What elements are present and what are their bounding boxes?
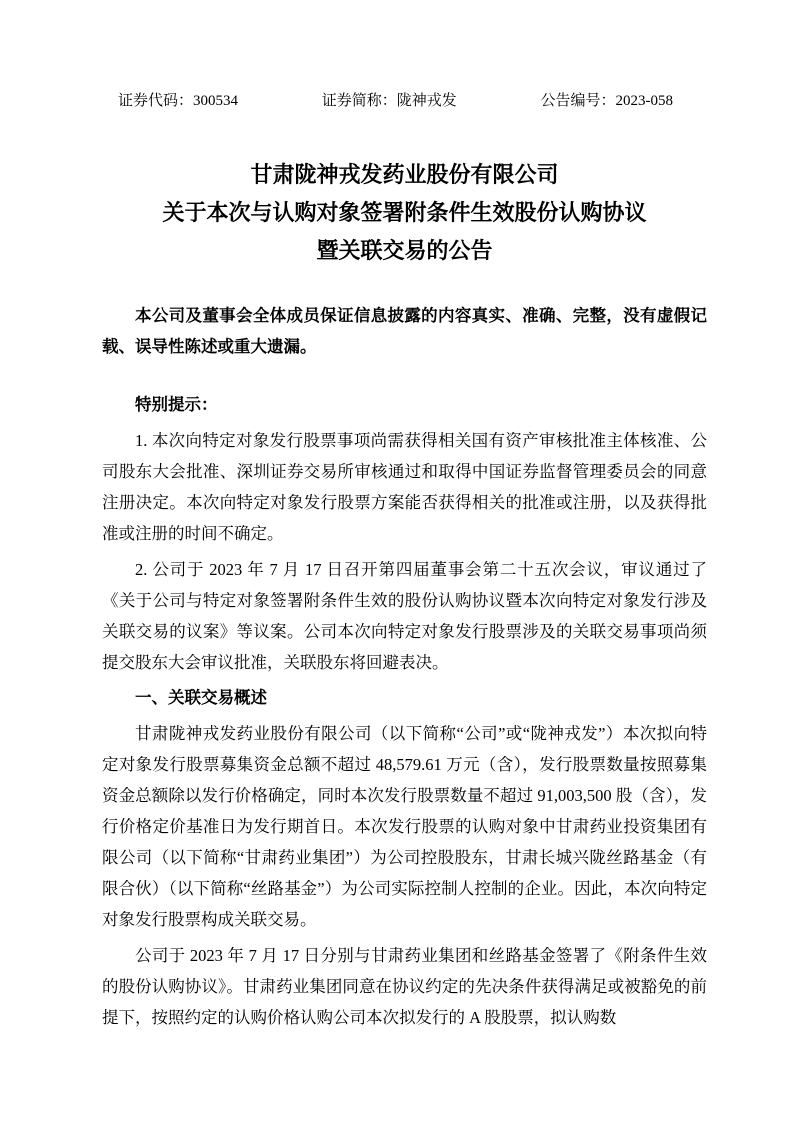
title-line-suffix: 暨关联交易的公告 <box>316 238 493 263</box>
title-line-company: 甘肃陇神戎发药业股份有限公司 <box>250 162 559 187</box>
section-overview-heading: 一、关联交易概述 <box>135 688 267 707</box>
overview-paragraph-2: 公司于 2023 年 7 月 17 日分别与甘肃药业集团和丝路基金签署了《附条件生效的股份认购协议》。甘肃药业集团同意在协议约定的先决条件获得满足或被豁免的前提下，按照约定的认购价格认购公司本次拟发行的 A 股股票，拟认购数 <box>102 946 707 1027</box>
title-line-subject: 关于本次与认购对象签署附条件生效股份认购协议 <box>162 200 647 225</box>
special-notice-item-1: 1. 本次向特定对象发行股票事项尚需获得相关国有资产审核批准主体核准、公司股东大会批准、深圳证券交易所审核通过和取得中国证券监督管理委员会的同意注册决定。本次向特定对象发行股票方案能否获得相关的批准或注册，以及获得批准或注册的时间不确定。 <box>102 431 707 543</box>
board-declaration: 本公司及董事会全体成员保证信息披露的内容真实、准确、完整，没有虚假记载、误导性陈述或重大遗漏。 <box>102 306 707 356</box>
special-notice-item-2: 2. 公司于 2023 年 7 月 17 日召开第四届董事会第二十五次会议，审议通过了《关于公司与特定对象签署附条件生效的股份认购协议暨本次向特定对象发行涉及关联交易的议案》等议案。公司本次向特定对象发行股票涉及的关联交易事项尚须提交股东大会审议批准，关联股东将回避表决。 <box>102 560 707 672</box>
stock-short-name: 证券简称：陇神戎发 <box>321 93 457 109</box>
document-header <box>102 90 707 112</box>
document-title <box>102 156 707 270</box>
special-notice-heading: 特别提示： <box>135 395 218 414</box>
overview-paragraph-1: 甘肃陇神戎发药业股份有限公司（以下简称“公司”或“陇神戎发”）本次拟向特定对象发行股票募集资金总额不超过 48,579.61 万元（含），发行股票数量按照募集资金总额除以发行价格确定，同时本次发行股票数量不超过 91,003,500 股（含），发行价格定价基准日为发行期首日。本次发行股票的认购对象中甘肃药业投资集团有限公司（以下简称“甘肃药业集团”）为公司控股股东，甘肃长城兴陇丝路基金（有限合伙）（以下简称“丝路基金”）为公司实际控制人控制的企业。因此，本次向特定对象发行股票构成关联交易。 <box>102 724 707 929</box>
stock-code: 证券代码：300534 <box>118 93 239 109</box>
announcement-number: 公告编号：2023-058 <box>540 93 673 109</box>
